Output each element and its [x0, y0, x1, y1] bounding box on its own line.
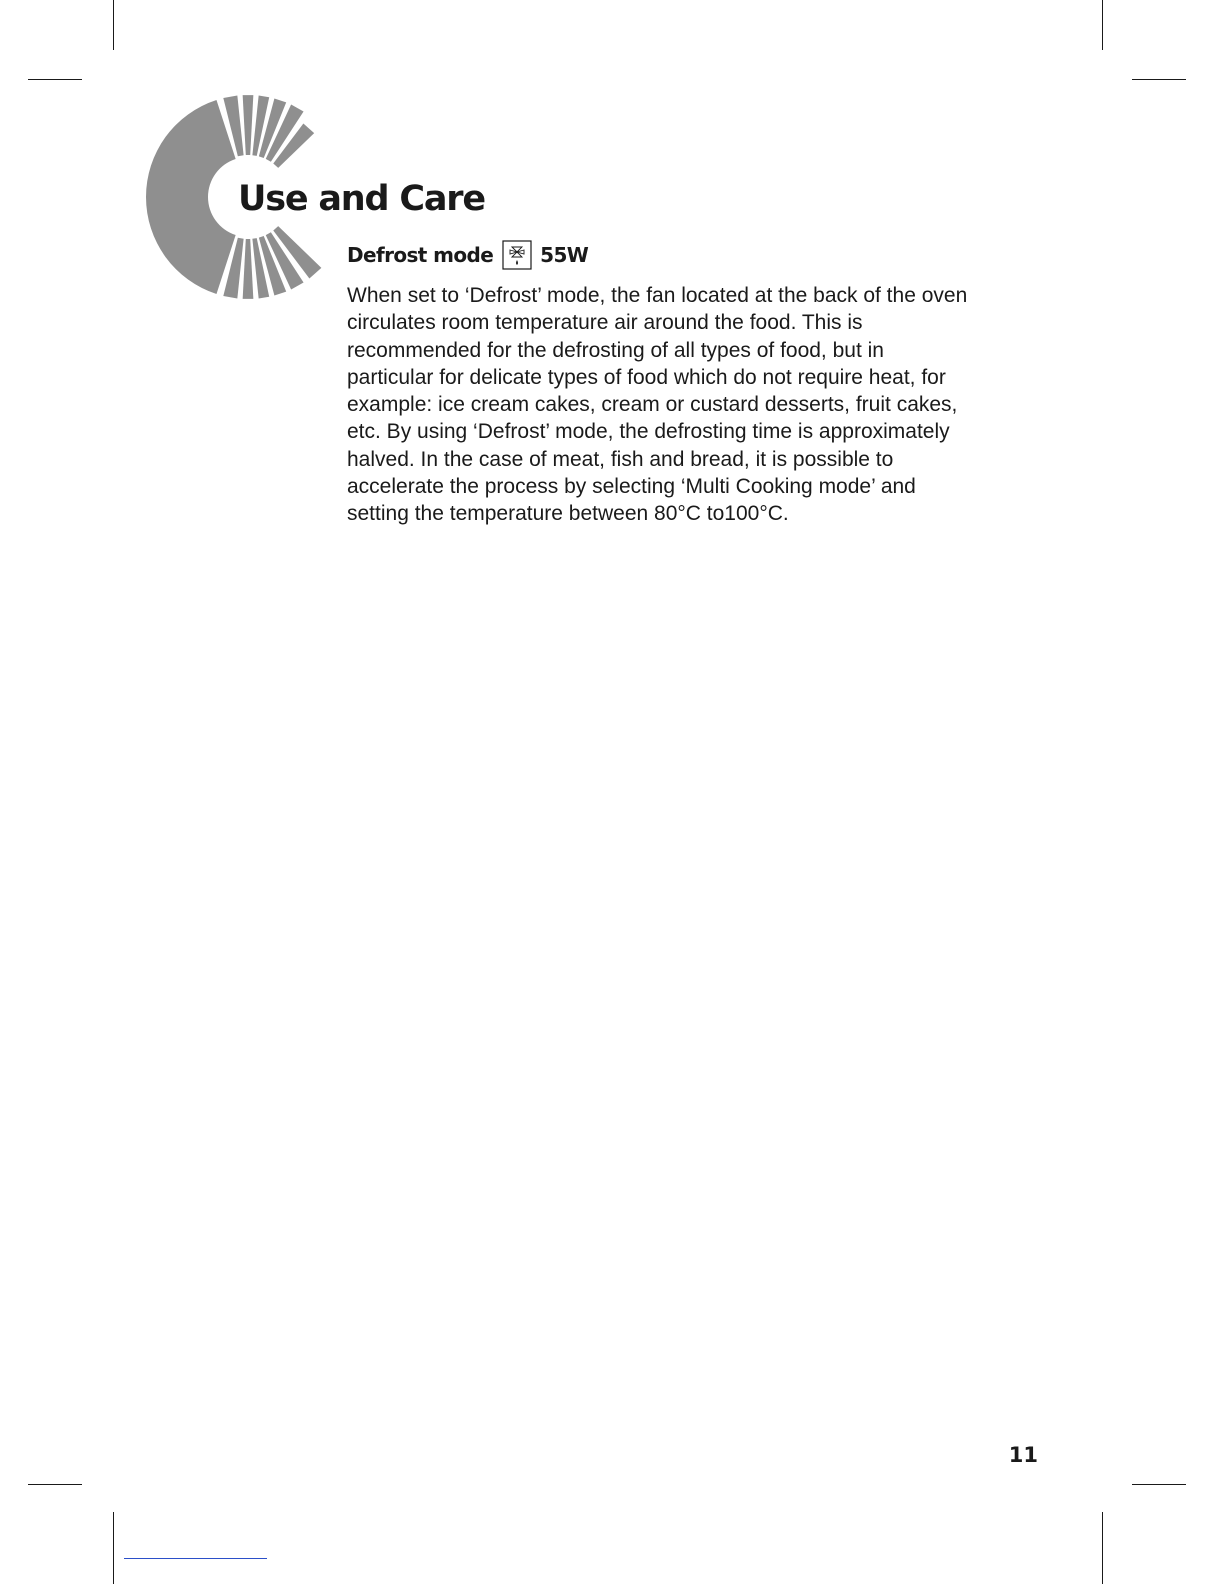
body-line: When set to ‘Defrost’ mode, the fan located at the back of the oven [347, 284, 968, 307]
crop-mark-top-right-vertical [1102, 0, 1103, 50]
body-line: recommended for the defrosting of all types of food, but in [347, 338, 884, 362]
section-heading [347, 238, 588, 272]
logo-ray [243, 95, 254, 155]
crop-mark-bottom-left-horizontal [28, 1484, 82, 1485]
page-title: Use and Care [238, 179, 485, 219]
crop-mark-bottom-right-vertical [1102, 1512, 1103, 1584]
power-rating: 55W [540, 243, 589, 267]
body-line: halved. In the case of meat, fish and bread, it is possible to [347, 447, 894, 471]
logo-arc [146, 100, 236, 294]
body-line: particular for delicate types of food which do not require heat, for [347, 365, 946, 389]
body-line: etc. By using ‘Defrost’ mode, the defrosting time is approximately [347, 420, 950, 444]
crop-mark-bottom-right-horizontal [1132, 1484, 1186, 1485]
logo-ray [243, 239, 254, 299]
body-line: circulates room temperature air around the food. This is [347, 311, 863, 335]
body-line: accelerate the process by selecting ‘Multi Cooking mode’ and [347, 475, 916, 499]
section-heading-label: Defrost mode [347, 243, 494, 267]
page-number: 11 [1008, 1443, 1038, 1467]
footer-link-underline [124, 1558, 267, 1559]
body-paragraph [347, 282, 1047, 528]
body-line: example: ice cream cakes, cream or custard desserts, fruit cakes, [347, 393, 958, 417]
crop-mark-top-left-vertical [113, 0, 114, 50]
crop-mark-bottom-left-vertical [113, 1512, 114, 1584]
body-line: setting the temperature between 80°C to100°C. [347, 502, 789, 526]
crop-mark-top-right-horizontal [1132, 79, 1186, 80]
defrost-fan-icon [502, 240, 532, 270]
crop-mark-top-left-horizontal [28, 79, 82, 80]
